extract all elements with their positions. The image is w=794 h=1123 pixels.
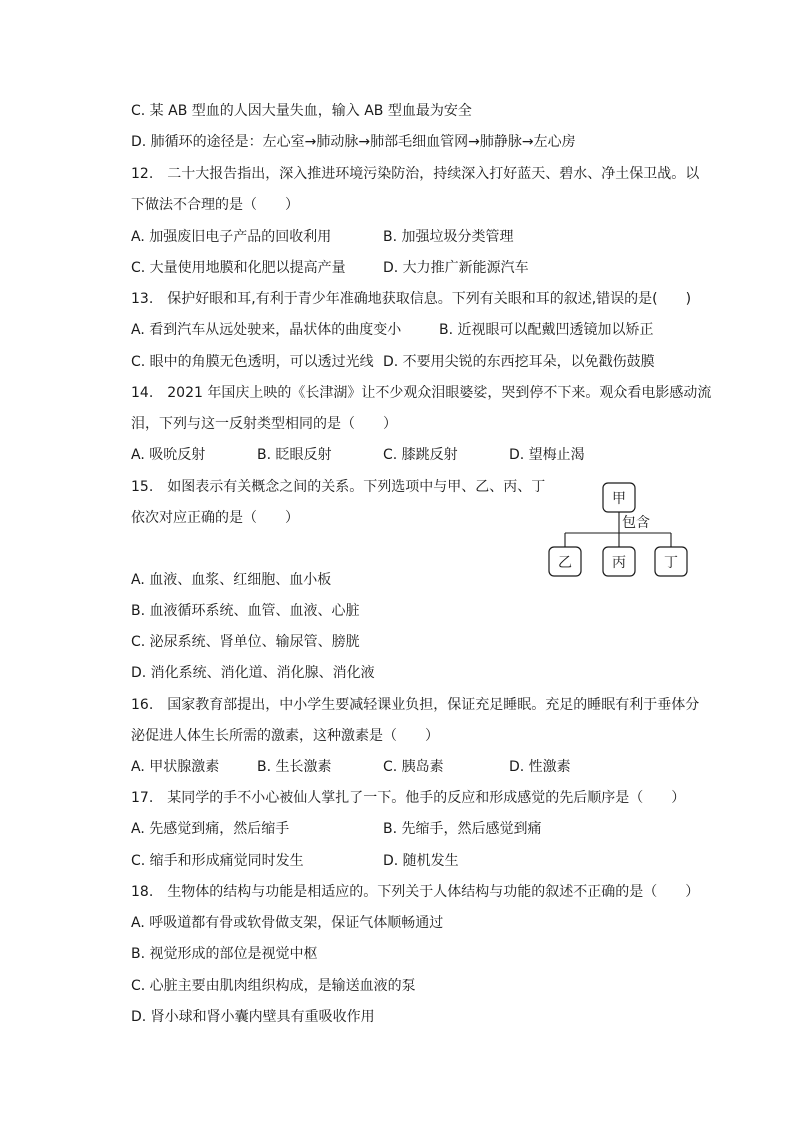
q12-stem-line1: 12. 二十大报告指出，深入推进环境污染防治，持续深入打好蓝天、碧水、净土保卫战。以 xyxy=(131,166,700,182)
diagram-top-label: 甲 xyxy=(612,491,626,507)
q18-stem: 18. 生物体的结构与功能是相适应的。下列关于人体结构与功能的叙述不正确的是（ ） xyxy=(131,884,700,900)
diagram-relation-label: 包含 xyxy=(622,515,650,531)
q16-option-a: A. 甲状腺激素 xyxy=(131,759,220,775)
diagram-child-label-3: 丁 xyxy=(664,555,678,571)
q18-option-d: D. 肾小球和肾小囊内壁具有重吸收作用 xyxy=(131,1009,375,1025)
q14-option-d: D. 望梅止渴 xyxy=(509,447,585,463)
q13-option-b: B. 近视眼可以配戴凹透镜加以矫正 xyxy=(439,322,654,338)
q14-stem-line2: 泪，下列与这一反射类型相同的是（ ） xyxy=(131,416,397,432)
diagram-child-label-1: 乙 xyxy=(558,555,572,571)
q15-option-c: C. 泌尿系统、肾单位、输尿管、膀胱 xyxy=(131,634,360,650)
q17-stem: 17. 某同学的手不小心被仙人掌扎了一下。他手的反应和形成感觉的先后顺序是（ ） xyxy=(131,790,686,806)
q17-option-d: D. 随机发生 xyxy=(383,853,459,869)
q17-option-b: B. 先缩手，然后感觉到痛 xyxy=(383,821,542,837)
q16-option-c: C. 胰岛素 xyxy=(383,759,444,775)
q15-stem-line1: 15. 如图表示有关概念之间的关系。下列选项中与甲、乙、丙、丁 xyxy=(131,479,546,495)
diagram-child-label-2: 丙 xyxy=(612,555,626,571)
q14-stem-line1: 14. 2021 年国庆上映的《长津湖》让不少观众泪眼婆娑，哭到停不下来。观众看电影感动流 xyxy=(131,385,712,401)
q16-stem-line1: 16. 国家教育部提出，中小学生要减轻课业负担，保证充足睡眠。充足的睡眠有利于垂体分 xyxy=(131,697,700,713)
q17-option-c: C. 缩手和形成痛觉同时发生 xyxy=(131,853,304,869)
q14-option-c: C. 膝跳反射 xyxy=(383,447,458,463)
q15-option-a: A. 血液、血浆、红细胞、血小板 xyxy=(131,572,332,588)
q14-option-a: A. 吸吮反射 xyxy=(131,447,206,463)
q12-option-a: A. 加强废旧电子产品的回收利用 xyxy=(131,229,332,245)
q18-option-a: A. 呼吸道都有骨或软骨做支架，保证气体顺畅通过 xyxy=(131,915,444,931)
concept-diagram xyxy=(548,482,690,580)
q12-stem-line2: 下做法不合理的是（ ） xyxy=(131,197,299,213)
q12-option-b: B. 加强垃圾分类管理 xyxy=(383,229,514,245)
q12-option-d: D. 大力推广新能源汽车 xyxy=(383,260,529,276)
q15-stem-line2: 依次对应正确的是（ ） xyxy=(131,510,299,526)
q15-option-d: D. 消化系统、消化道、消化腺、消化液 xyxy=(131,665,375,681)
q13-option-a: A. 看到汽车从远处驶来，晶状体的曲度变小 xyxy=(131,322,402,338)
q13-option-d: D. 不要用尖锐的东西挖耳朵，以免戳伤鼓膜 xyxy=(383,354,655,370)
q14-option-b: B. 眨眼反射 xyxy=(257,447,332,463)
q13-stem: 13. 保护好眼和耳,有利于青少年准确地获取信息。下列有关眼和耳的叙述,错误的是( ) xyxy=(131,291,692,307)
q16-option-b: B. 生长激素 xyxy=(257,759,332,775)
q13-option-c: C. 眼中的角膜无色透明，可以透过光线 xyxy=(131,354,374,370)
q18-option-c: C. 心脏主要由肌肉组织构成，是输送血液的泵 xyxy=(131,978,416,994)
q16-option-d: D. 性激素 xyxy=(509,759,571,775)
q17-option-a: A. 先感觉到痛，然后缩手 xyxy=(131,821,290,837)
q11-option-d: D. 肺循环的途径是：左心室→肺动脉→肺部毛细血管网→肺静脉→左心房 xyxy=(131,134,576,150)
q18-option-b: B. 视觉形成的部位是视觉中枢 xyxy=(131,946,318,962)
q15-option-b: B. 血液循环系统、血管、血液、心脏 xyxy=(131,603,360,619)
q11-option-c: C. 某 AB 型血的人因大量失血，输入 AB 型血最为安全 xyxy=(131,103,472,119)
q12-option-c: C. 大量使用地膜和化肥以提高产量 xyxy=(131,260,346,276)
q16-stem-line2: 泌促进人体生长所需的激素，这种激素是（ ） xyxy=(131,728,439,744)
